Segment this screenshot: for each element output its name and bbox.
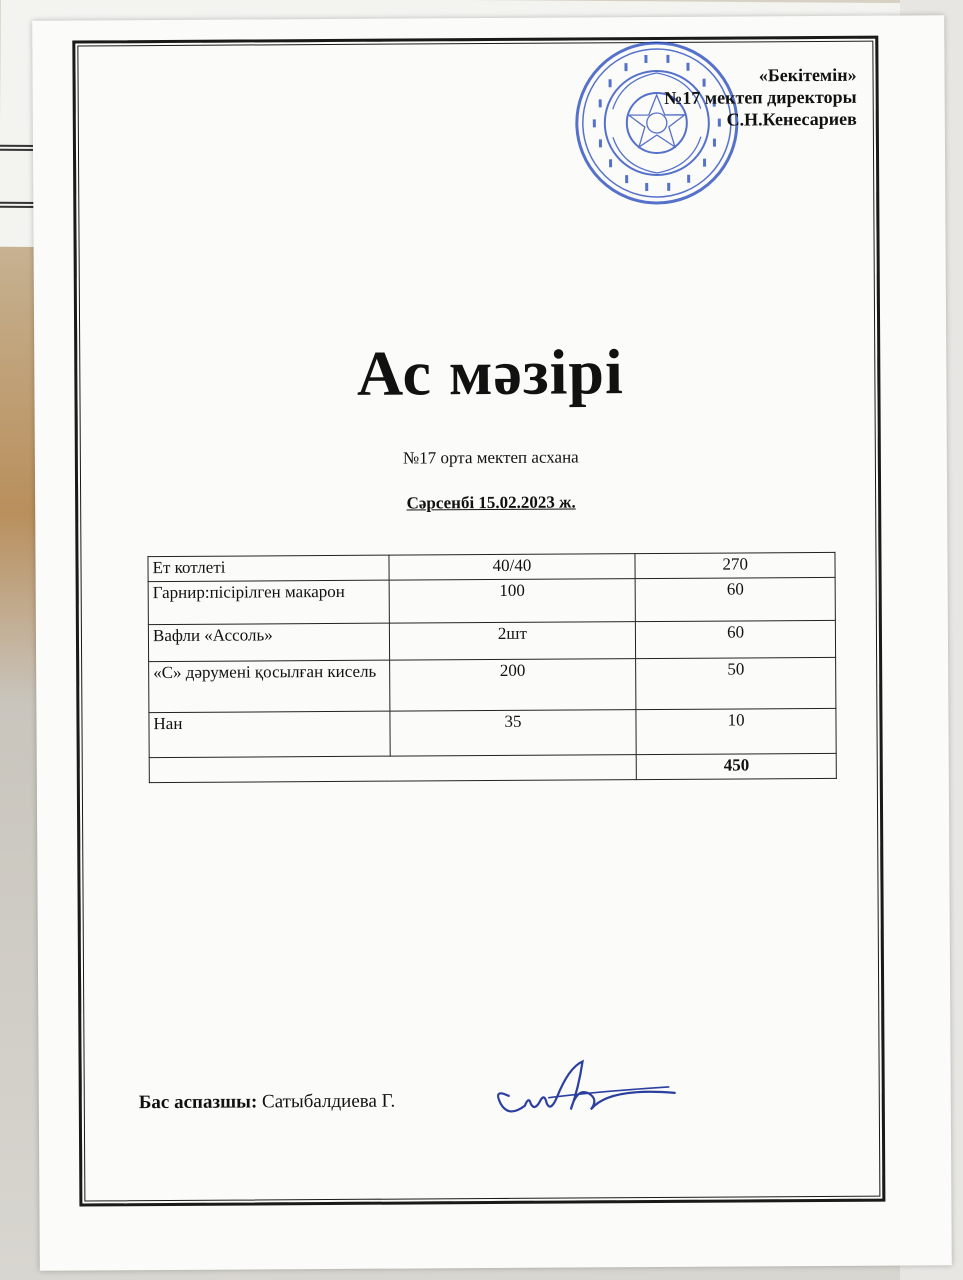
menu-table — [147, 552, 836, 783]
total-value: 450 — [637, 753, 837, 779]
table-row — [149, 708, 836, 757]
head-chef-label: Бас аспазшы: — [138, 1091, 258, 1114]
dish-price: 270 — [635, 552, 835, 578]
menu-date: Сәрсенбі 15.02.2023 ж. — [406, 492, 576, 513]
head-chef-name: Сатыбалдиева Г. — [261, 1090, 396, 1113]
dish-price: 60 — [635, 577, 835, 621]
total-empty-cell — [149, 755, 636, 783]
dish-name: «С» дәрумені қосылған кисель — [149, 660, 390, 712]
school-canteen-subtitle: №17 орта мектеп асхана — [402, 447, 579, 468]
dish-quantity: 40/40 — [389, 554, 636, 581]
dish-price: 60 — [636, 620, 836, 658]
total-row — [149, 753, 836, 782]
handwritten-signature — [478, 1047, 678, 1128]
table-row — [148, 577, 835, 624]
dish-quantity: 2шт — [389, 622, 636, 661]
dish-quantity: 35 — [390, 710, 637, 757]
dish-name: Вафли «Ассоль» — [148, 623, 389, 661]
dish-name: Нан — [149, 711, 390, 757]
dish-price: 50 — [636, 657, 836, 709]
approval-label: «Бекітемін» — [758, 64, 857, 86]
dish-price: 10 — [636, 708, 836, 754]
table-row — [149, 657, 836, 712]
approval-director-name: С.Н.Кенесариев — [726, 108, 857, 130]
table-row — [148, 620, 835, 661]
menu-document-page — [32, 15, 952, 1271]
head-chef-line — [139, 1091, 396, 1115]
dish-quantity: 200 — [389, 659, 636, 712]
dish-name: Ет котлеті — [148, 555, 389, 581]
approval-position: №17 мектеп директоры — [664, 86, 857, 108]
approval-block — [664, 64, 857, 131]
page-title: Ас мәзірі — [356, 336, 625, 409]
dish-name: Гарнир:пісірілген макарон — [148, 580, 389, 624]
dish-quantity: 100 — [389, 579, 636, 624]
